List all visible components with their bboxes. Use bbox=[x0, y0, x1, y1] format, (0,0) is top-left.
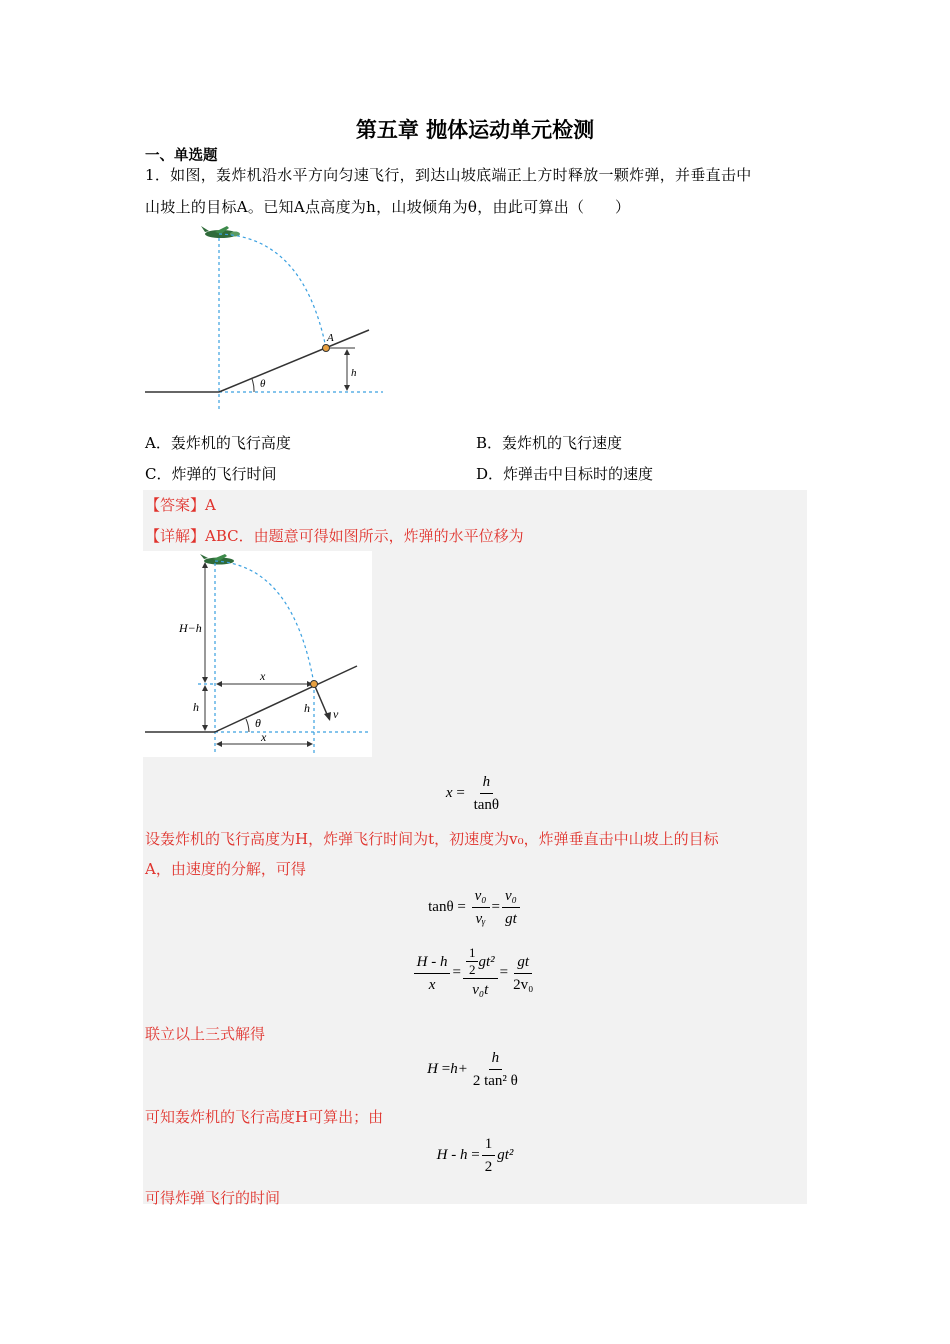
equation-5: H - h = $\frac{1}{2}$ gt² bbox=[436, 1136, 514, 1175]
option-d: D．炸弹击中目标时的速度 bbox=[476, 465, 654, 483]
explanation-para2: 联立以上三式解得 bbox=[145, 1025, 266, 1043]
explanation-para1-line2: A，由速度的分解，可得 bbox=[145, 860, 306, 878]
explanation-para4: 可得炸弹飞行的时间 bbox=[145, 1189, 281, 1207]
figure2-label-Hh: H−h bbox=[179, 621, 202, 635]
figure-label-h: h bbox=[351, 367, 357, 379]
figure-label-theta: θ bbox=[260, 378, 266, 390]
section-heading: 一、单选题 bbox=[145, 148, 218, 164]
figure2-label-theta: θ bbox=[255, 716, 261, 730]
equation-1: x = $\frac{h}{\tan\theta}$ bbox=[445, 774, 500, 813]
figure-label-A: A bbox=[327, 332, 334, 344]
figure2-label-h-right: h bbox=[304, 701, 310, 715]
equation-3: $\frac{H - h}{x}$ = $\frac{1}{2}$ gt² v₀t = $\frac{gt}{\text{2v₀}}$ bbox=[0, 946, 950, 1000]
question-text-line2: 山坡上的目标A。已知A点高度为h，山坡倾角为θ，由此可算出（ ） bbox=[145, 198, 631, 216]
explanation-para1-line1: 设轰炸机的飞行高度为H，炸弹飞行时间为t，初速度为v₀，炸弹垂直击中山坡上的目标 bbox=[145, 830, 719, 848]
solution-figure bbox=[143, 551, 372, 757]
question-figure bbox=[143, 222, 393, 417]
question-text-line1: 1．如图，轰炸机沿水平方向匀速飞行，到达山坡底端正上方时释放一颗炸弹，并垂直击中 bbox=[145, 166, 752, 184]
figure2-label-h-left: h bbox=[193, 700, 199, 714]
explanation-para3: 可知轰炸机的飞行高度H可算出；由 bbox=[145, 1108, 384, 1126]
bomber-plane-icon bbox=[201, 226, 240, 238]
figure2-label-v: v bbox=[333, 707, 339, 721]
figure2-label-x-bottom: x bbox=[261, 730, 267, 744]
answer-line: 【答案】A bbox=[145, 496, 216, 514]
page-title: 第五章 抛体运动单元检测 bbox=[355, 118, 595, 142]
option-c: C．炸弹的飞行时间 bbox=[145, 465, 277, 483]
figure2-label-x-top: x bbox=[260, 669, 266, 683]
detail-line: 【详解】ABC．由题意可得如图所示，炸弹的水平位移为 bbox=[145, 527, 524, 545]
equation-4: H =h+ $\frac{h}{\text{2 tan² θ}}$ bbox=[427, 1050, 518, 1089]
option-a: A．轰炸机的飞行高度 bbox=[145, 434, 291, 452]
option-b: B．轰炸机的飞行速度 bbox=[476, 434, 623, 452]
equation-2: tanθ = $\frac{\text{v₀}}{\text{vᵧ}}$ = $\frac{\text{v₀}}{gt}$ bbox=[0, 886, 950, 929]
